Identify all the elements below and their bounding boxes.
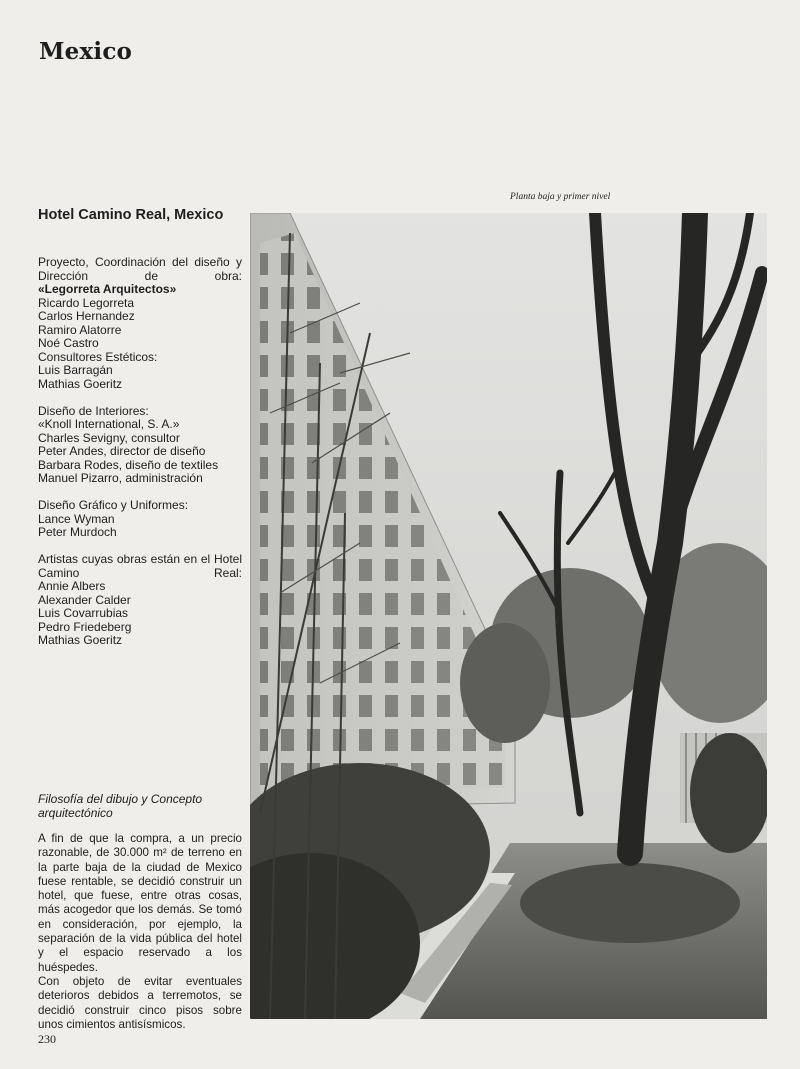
paragraph: A fin de que la compra, a un precio razonable, de 30.000 m² de terreno en la parte baja de la ciudad de Mexico fuese rentable, se decidió construir un hotel, que fuese, entre otras cosas, más acogedor que los demás. Se tomó en consideración, por ejemplo, la separación de la vida pública del hotel y el espacio reservado a los huéspedes. <box>38 832 242 974</box>
spacer <box>38 486 242 500</box>
body-text <box>38 832 242 1032</box>
spacer <box>38 540 242 554</box>
credits-artists-label: Artistas cuyas obras están en el Hotel Camino Real: <box>38 552 242 580</box>
spacer <box>38 391 242 405</box>
credits-interiors-entry: Peter Andes, director de diseño <box>38 444 206 458</box>
page-number: 230 <box>38 1032 56 1046</box>
paragraph: Con objeto de evitar eventuales deterioros debidos a terremotos, se decidió construir cinco pisos sobre unos cimientos antisísmicos. <box>38 974 242 1031</box>
credits-project-intro: Proyecto, Coordinación del diseño y Dirección de obra: <box>38 255 242 283</box>
credits-firm: «Legorreta Arquitectos» <box>38 282 177 296</box>
credits-artist: Luis Covarrubias <box>38 606 129 620</box>
credits-aesthetic-consultant: Luis Barragán <box>38 363 113 377</box>
credits-interiors-entry: Barbara Rodes, diseño de textiles <box>38 457 219 472</box>
credits-interiors-entry: Charles Sevigny, consultor <box>38 430 180 445</box>
credits-interiors-entry: Manuel Pizarro, administración <box>38 471 203 485</box>
credits-block <box>38 256 242 648</box>
credits-graphics-entry: Lance Wyman <box>38 511 115 526</box>
credits-graphics-entry: Peter Murdoch <box>38 525 117 539</box>
credits-aesthetic-consultant: Mathias Goeritz <box>38 376 123 391</box>
credits-artist: Mathias Goeritz <box>38 633 123 647</box>
credits-artist: Pedro Friedeberg <box>38 619 132 634</box>
page-heading: Mexico <box>39 38 133 65</box>
section-title: Filosofía del dibujo y Concepto arquitectónico <box>38 792 203 820</box>
photo-caption: Planta baja y primer nivel <box>510 192 611 202</box>
article-title: Hotel Camino Real, Mexico <box>38 207 224 223</box>
credits-interiors-entry: «Knoll International, S. A.» <box>38 417 180 431</box>
credits-aesthetic-label: Consultores Estéticos: <box>38 349 158 364</box>
credits-architect: Carlos Hernandez <box>38 309 135 323</box>
credits-architect: Ramiro Alatorre <box>38 322 122 337</box>
credits-architect: Noé Castro <box>38 336 99 350</box>
credits-artist: Alexander Calder <box>38 592 131 607</box>
credits-graphics-label: Diseño Gráfico y Uniformes: <box>38 498 189 512</box>
hotel-photograph <box>250 213 767 1019</box>
credits-interiors-label: Diseño de Interiores: <box>38 403 149 418</box>
credits-artist: Annie Albers <box>38 579 106 593</box>
credits-architect: Ricardo Legorreta <box>38 295 135 310</box>
